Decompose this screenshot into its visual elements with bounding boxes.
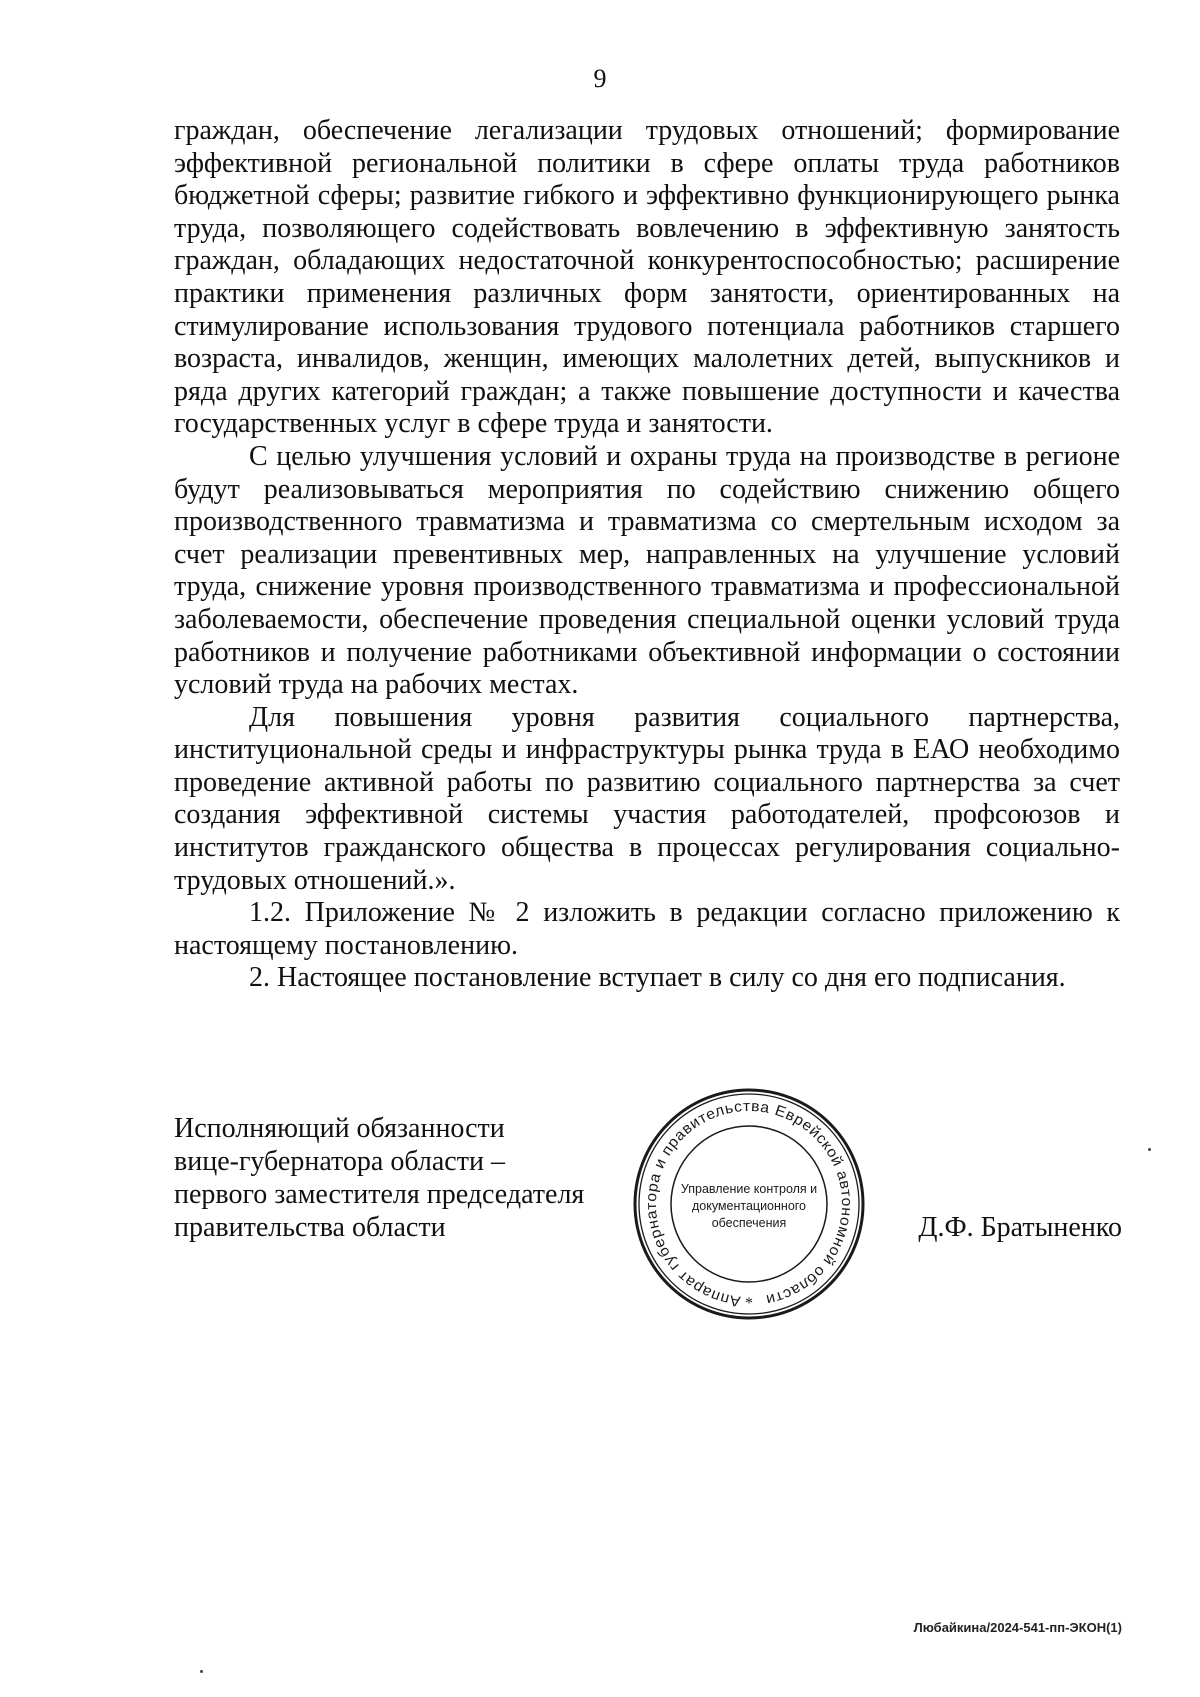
signatory-position: [174, 1112, 594, 1244]
signatory-position-line: Исполняющий обязанности: [174, 1113, 505, 1144]
scan-speck: [1148, 1148, 1151, 1151]
paragraph-item-1-2: 1.2. Приложение № 2 изложить в редакции согласно приложению к настоящему постановлению.: [174, 897, 1120, 961]
signatory-position-line: правительства области: [174, 1212, 446, 1243]
page-number: 9: [593, 64, 607, 93]
scan-speck: [200, 1670, 203, 1673]
paragraph-item-2: 2. Настоящее постановление вступает в силу со дня его подписания.: [249, 962, 1066, 994]
signer-name: Д.Ф. Братыненко: [918, 1212, 1122, 1243]
document-code: Любайкина/2024-541-пп-ЭКОН(1): [913, 1620, 1122, 1635]
seal-inner-line: обеспечения: [711, 1216, 787, 1230]
paragraph-labor-safety: С целью улучшения условий и охраны труда на производстве в регионе будут реализовываться мероприятия по содействию снижению общего производственного травматизма и травматизма со смертельным исходом за счет реализации превентивных мер, направленных на улучшение условий труда, снижение уровня производственного травматизма и профессиональной заболеваемости, обеспечение проведения специальной оценки условий труда работников и получение работниками объективной информации о состоянии условий труда на рабочих местах.: [174, 440, 1120, 701]
paragraph-continuation: граждан, обеспечение легализации трудовых отношений; формирование эффективной региональной политики в сфере оплаты труда работников бюджетной сферы; развитие гибкого и эффективно функционирующего рынка труда, позволяющего содействовать вовлечению в эффективную занятость граждан, обладающих недостаточной конкурентоспособностью; расширение практики применения различных форм занятости, ориентированных на стимулирование использования трудового потенциала работников старшего возраста, инвалидов, женщин, имеющих малолетних детей, выпускников и ряда других категорий граждан; а также повышение доступности и качества государственных услуг в сфере труда и занятости.: [174, 115, 1120, 440]
seal-star: *: [745, 1295, 753, 1312]
signatory-position-line: вице-губернатора области –: [174, 1146, 505, 1177]
paragraph-social-partnership: Для повышения уровня развития социального партнерства, институциональной среды и инфраструктуры рынка труда в ЕАО необходимо проведение активной работы по развитию социального партнерства за счет создания эффективной системы участия работодателей, профсоюзов и институтов гражданского общества в процессах регулирования социально-трудовых отношений.».: [174, 701, 1120, 896]
signatory-position-line: первого заместителя председателя: [174, 1179, 585, 1210]
seal-outer-text-path: Аппарат губернатора и правительства Еврейской автономной области: [642, 1097, 856, 1310]
official-seal: [631, 1086, 867, 1322]
document-body: [174, 115, 1120, 995]
seal-inner-line: документационного: [691, 1199, 807, 1213]
seal-inner-line: Управление контроля и: [680, 1182, 818, 1196]
